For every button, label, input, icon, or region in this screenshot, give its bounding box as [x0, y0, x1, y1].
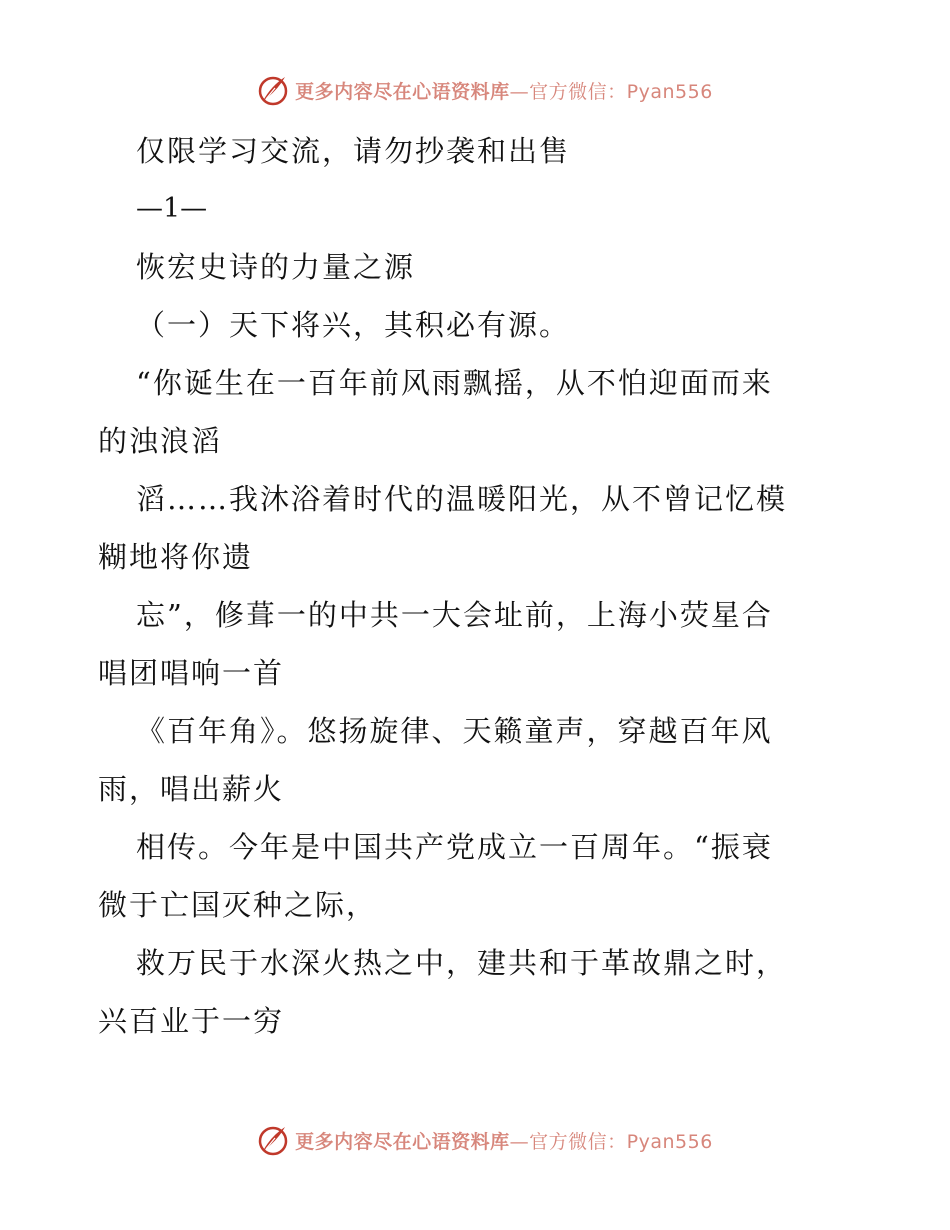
paragraph-line: 雨，唱出薪火: [98, 772, 285, 806]
paragraph-line: 微于亡国灭种之际，: [98, 888, 378, 922]
paragraph-line: 救万民于水深火热之中，建共和于革故鼎之时，: [136, 946, 788, 980]
footer-separator: —: [509, 1130, 530, 1153]
paragraph-line: 相传。今年是中国共产党成立一百周年。“振衰: [136, 830, 773, 864]
paragraph-line: 《百年角》。悠扬旋律、天籁童声，穿越百年风: [136, 714, 773, 748]
paragraph-line: 兴百业于一穷: [98, 1004, 285, 1038]
paragraph-line: 忘”，修葺一的中共一大会址前，上海小荧星合: [136, 598, 773, 632]
subsection-heading: （一）天下将兴，其积必有源。: [136, 308, 571, 342]
document-body: [98, 122, 858, 1050]
disclaimer-line: 仅限学习交流，请勿抄袭和出售: [136, 134, 571, 168]
paragraph-line: “你诞生在一百年前风雨飘摇，从不怕迎面而来: [136, 366, 773, 400]
paragraph-line: 糊地将你遗: [98, 540, 254, 574]
header-separator: —: [509, 80, 530, 103]
footer-site-text: 更多内容尽在心语资料库: [295, 1130, 510, 1153]
header-wechat-text: 官方微信：Pyan556: [529, 80, 713, 103]
quill-logo-icon: [257, 74, 289, 106]
header-site-text: 更多内容尽在心语资料库: [295, 80, 510, 103]
paragraph-line: 滔……我沐浴着时代的温暖阳光，从不曾记忆模: [136, 482, 788, 516]
paragraph-line: 的浊浪滔: [98, 424, 223, 458]
paragraph-line: 唱团唱响一首: [98, 656, 285, 690]
header-watermark-banner: [0, 70, 950, 110]
page-number: —1—: [136, 193, 208, 224]
footer-wechat-text: 官方微信：Pyan556: [529, 1130, 713, 1153]
section-title: 恢宏史诗的力量之源: [136, 250, 416, 284]
quill-logo-icon: [257, 1124, 289, 1156]
footer-watermark-banner: [0, 1120, 950, 1160]
